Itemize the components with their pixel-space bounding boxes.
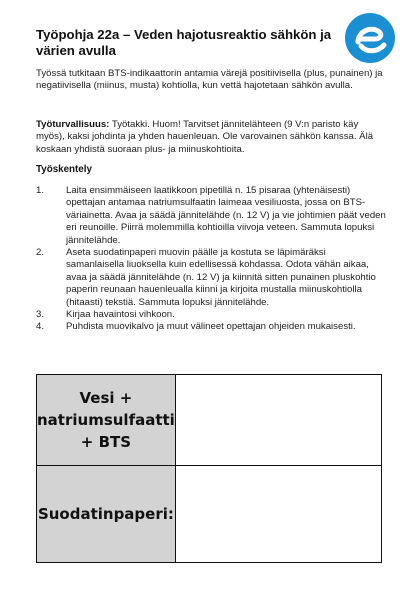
row-label-solution: Vesi + natriumsulfaatti + BTS (37, 375, 176, 466)
procedure-step (36, 247, 386, 309)
step-number: 3. (36, 309, 45, 321)
brand-logo-icon (344, 12, 396, 64)
safety-label: Työturvallisuus: (36, 119, 110, 130)
step-text: Puhdista muovikalvo ja muut välineet opettajan ohjeiden mukaisesti. (66, 321, 356, 333)
row-label-filter-paper: Suodatinpaperi: (37, 466, 176, 563)
intro-paragraph: Työssä tutkitaan BTS-indikaattorin antamia värejä positiivisella (plus, punainen) ja negatiivisella (miinus, musta) kohtiolla, kun vettä hajotetaan sähkön avulla. (36, 68, 383, 92)
step-text: Kirjaa havaintosi vihkoon. (66, 309, 175, 321)
answer-cell-filter-paper[interactable] (175, 466, 381, 563)
procedure-step (36, 185, 386, 247)
table-row (37, 375, 382, 466)
page-title: Työpohja 22a – Veden hajotusreaktio sähkön ja värien avulla (36, 27, 332, 58)
step-text: Laita ensimmäiseen laatikkoon pipetillä n. 15 pisaraa (yhtenäisesti) opettajan antamaa natriumsulfaatin laimeaa vesiliuosta, jossa on BTS-väriainetta. Avaa ja säädä jännitelähde (n. 12 V) ja vie johtimien päät veden eri reunoille. Piirrä molemmilla kohtioilla viivoja veteen. Sammuta lopuksi jännitelähde. (66, 185, 386, 246)
step-number: 1. (36, 185, 45, 196)
step-text: Aseta suodatinpaperi muovin päälle ja kostuta se läpimäräksi samanlaisella liuoksella kuin edellisessä kohdassa. Odota vähän aikaa, avaa ja säädä jännitelähde (n. 12 V) ja kiinnitä sitten punainen pluskohtio paperin reunaan hauenleualla kiinni ja kirjoita mustalla miinuskohtiolla (hitaasti) tekstiä. Sammuta lopuksi jännitelähde. (66, 247, 376, 308)
procedure-heading: Työskentely (36, 164, 92, 175)
safety-paragraph (36, 119, 386, 156)
procedure-step (36, 321, 386, 333)
safety-text: Työtakki. Huom! Tarvitset jännitelähteen (9 V:n paristo käy myös), kaksi johdinta ja yhden hauenleuan. Ole varovainen sähkön kanssa. Älä koskaan yhdistä suoraan plus- ja miinuskohtioita. (36, 119, 374, 155)
step-number: 2. (36, 247, 45, 259)
table-row (37, 466, 382, 563)
procedure-steps (36, 185, 386, 334)
observation-table (36, 374, 382, 563)
answer-cell-solution[interactable] (175, 375, 381, 466)
procedure-step (36, 309, 386, 321)
step-number: 4. (36, 321, 45, 333)
